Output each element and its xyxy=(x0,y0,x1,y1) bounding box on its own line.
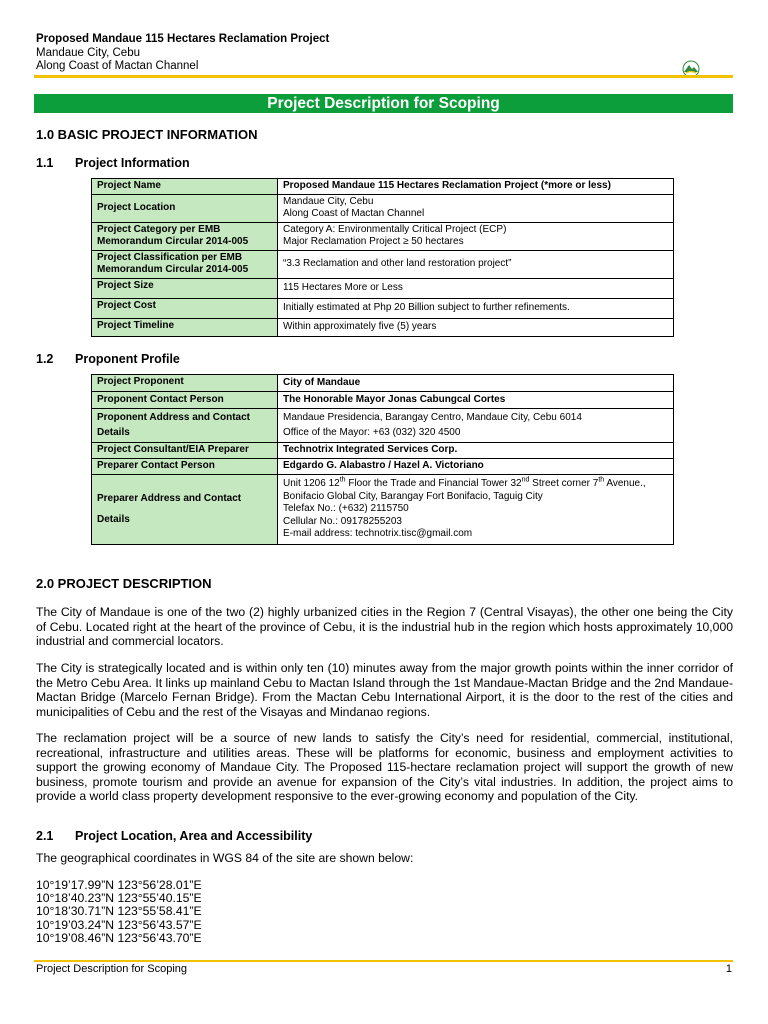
paragraph: The City is strategically located and is within only ten (10) minutes away from the major growth points within the inner corridor of the Metro Cebu Area. It links up mainland Cebu to Mactan Island through the 1st Mandaue-Mactan Bridge and the 2nd Mandaue-Mactan Bridge (Marcelo Fernan Bridge). From the Mactan Cebu International Airport, it is the door to the rest of the cities and municipalities of Cebu and the rest of the Visayas and Mindanao regions. xyxy=(36,661,733,719)
table-row xyxy=(92,409,674,443)
paragraph: The City of Mandaue is one of the two (2) highly urbanized cities in the Region 7 (Central Visayas), the other one being the City of Cebu. Located right at the heart of the province of Cebu, it is the industrial hub in the region which hosts approximately 10,000 industrial and commercial locators. xyxy=(36,605,733,648)
value-line: Mandaue City, Cebu xyxy=(283,195,374,207)
label-line: Details xyxy=(97,513,130,525)
subsection-title: Project Information xyxy=(75,156,190,170)
value-line: Major Reclamation Project ≥ 50 hectares xyxy=(283,236,464,247)
row-value: Edgardo G. Alabastro / Hazel A. Victoriano xyxy=(278,459,674,475)
value-line: Category A: Environmentally Critical Project (ECP) xyxy=(283,223,507,235)
value-line xyxy=(283,478,668,491)
table-row xyxy=(92,375,674,392)
project-info-table xyxy=(91,178,674,337)
table-row xyxy=(92,443,674,459)
value-line: Cellular No.: 09178255203 xyxy=(283,515,402,527)
subsection-number: 2.1 xyxy=(36,829,54,843)
ordinal-suffix: th xyxy=(598,476,605,484)
table-row xyxy=(92,459,674,475)
value-line: Bonifacio Global City, Barangay Fort Bonifacio, Taguig City xyxy=(283,490,543,502)
row-label: Preparer Contact Person xyxy=(92,459,278,475)
row-label xyxy=(92,409,278,443)
coordinates-intro: The geographical coordinates in WGS 84 of the site are shown below: xyxy=(36,851,414,865)
label-line: Memorandum Circular 2014-005 xyxy=(97,236,249,247)
table-row xyxy=(92,222,674,250)
row-label xyxy=(92,475,278,545)
page-number: 1 xyxy=(725,963,732,975)
table-row xyxy=(92,318,674,336)
value-line: E-mail address: technotrix.tisc@gmail.com xyxy=(283,528,473,540)
subsection-heading-project-info xyxy=(36,156,190,170)
row-value xyxy=(278,194,674,222)
subsection-heading-location xyxy=(36,829,312,843)
address-part: Unit 1206 12 xyxy=(283,478,340,490)
section-heading-project-description xyxy=(36,576,212,591)
label-line: Project Category per EMB xyxy=(97,223,221,235)
row-label: Project Location xyxy=(92,194,278,222)
header-title: Proposed Mandaue 115 Hectares Reclamation Project xyxy=(36,33,330,45)
table-row xyxy=(92,194,674,222)
label-line: Project Classification per EMB xyxy=(97,251,243,263)
table-row xyxy=(92,179,674,195)
header-rule xyxy=(34,75,733,78)
coordinate-item: 10°19’08.46”N 123°56’43.70”E xyxy=(36,930,202,945)
section-heading-text: 2.0 PROJECT DESCRIPTION xyxy=(36,576,212,591)
row-label: Proponent Contact Person xyxy=(92,392,278,409)
value-line: Telefax No.: (+632) 2115750 xyxy=(283,503,409,515)
row-value xyxy=(278,475,674,545)
address-part: Avenue., xyxy=(604,478,646,490)
row-value: Within approximately five (5) years xyxy=(278,318,674,336)
coordinate-item: 10°19’03.24”N 123°56’43.57”E xyxy=(36,917,202,932)
value-line: Mandaue Presidencia, Barangay Centro, Mandaue City, Cebu 6014 xyxy=(283,412,582,423)
row-label: Project Timeline xyxy=(92,318,278,336)
subsection-heading-proponent xyxy=(36,352,180,366)
footer-rule xyxy=(34,960,733,962)
page-banner: Project Description for Scoping xyxy=(34,94,733,113)
subsection-number: 1.2 xyxy=(36,352,54,366)
row-label: Project Proponent xyxy=(92,375,278,392)
table-row xyxy=(92,392,674,409)
row-label: Project Name xyxy=(92,179,278,195)
table-row xyxy=(92,278,674,298)
footer-title: Project Description for Scoping xyxy=(36,963,188,975)
page-header xyxy=(36,33,329,74)
row-label xyxy=(92,222,278,250)
value-line: Along Coast of Mactan Channel xyxy=(283,208,425,219)
row-value: City of Mandaue xyxy=(278,375,674,392)
row-value: “3.3 Reclamation and other land restoration project” xyxy=(278,250,674,278)
row-value xyxy=(278,222,674,250)
table-row xyxy=(92,250,674,278)
label-line: Memorandum Circular 2014-005 xyxy=(97,264,249,275)
address-part: Street corner 7 xyxy=(529,478,599,490)
paragraph: The reclamation project will be a source of new lands to satisfy the City’s need for residential, commercial, institutional, recreational, infrastructure and utilities areas. These will be platforms for economic, business and employment activities to support the growing economy of Mandaue City. The Proposed 115-hectare reclamation project will support the growth of new business, promote tourism and provide an avenue for expansion of the City’s vital industries. In addition, the project aims to provide a world class property development responsive to the ever-growing economy and population of the City. xyxy=(36,731,733,803)
label-line: Preparer Address and Contact xyxy=(97,493,242,504)
header-location: Along Coast of Mactan Channel xyxy=(36,60,199,72)
value-line: Office of the Mayor: +63 (032) 320 4500 xyxy=(283,426,461,438)
section-heading-basic-info: 1.0 BASIC PROJECT INFORMATION xyxy=(36,127,258,142)
row-label: Project Size xyxy=(92,278,278,298)
ordinal-suffix: nd xyxy=(521,476,530,484)
coordinates-list xyxy=(36,879,202,945)
header-city: Mandaue City, Cebu xyxy=(36,46,140,59)
coordinate-item: 10°19’17.99”N 123°56’28.01”E xyxy=(36,878,202,892)
row-label: Project Cost xyxy=(92,298,278,318)
row-label: Project Consultant/EIA Preparer xyxy=(92,443,278,459)
subsection-title: Proponent Profile xyxy=(75,352,180,366)
row-value: The Honorable Mayor Jonas Cabungcal Cortes xyxy=(278,392,674,409)
row-value: Initially estimated at Php 20 Billion subject to further refinements. xyxy=(278,298,674,318)
row-label xyxy=(92,250,278,278)
label-line: Proponent Address and Contact xyxy=(97,412,250,423)
proponent-profile-table xyxy=(91,374,674,545)
table-row xyxy=(92,298,674,318)
ordinal-suffix: th xyxy=(339,476,346,484)
row-value xyxy=(278,409,674,443)
label-line: Details xyxy=(97,426,130,438)
table-row xyxy=(92,475,674,545)
coordinate-item: 10°18’30.71”N 123°55’58.41”E xyxy=(36,904,202,919)
row-value: 115 Hectares More or Less xyxy=(278,278,674,298)
row-value: Proposed Mandaue 115 Hectares Reclamation Project (*more or less) xyxy=(278,179,674,195)
subsection-title: Project Location, Area and Accessibility xyxy=(75,829,313,843)
subsection-number: 1.1 xyxy=(36,156,54,170)
coordinate-item: 10°18’40.23”N 123°55’40.15”E xyxy=(36,891,202,906)
row-value: Technotrix Integrated Services Corp. xyxy=(278,443,674,459)
address-part: Floor the Trade and Financial Tower 32 xyxy=(345,478,522,490)
